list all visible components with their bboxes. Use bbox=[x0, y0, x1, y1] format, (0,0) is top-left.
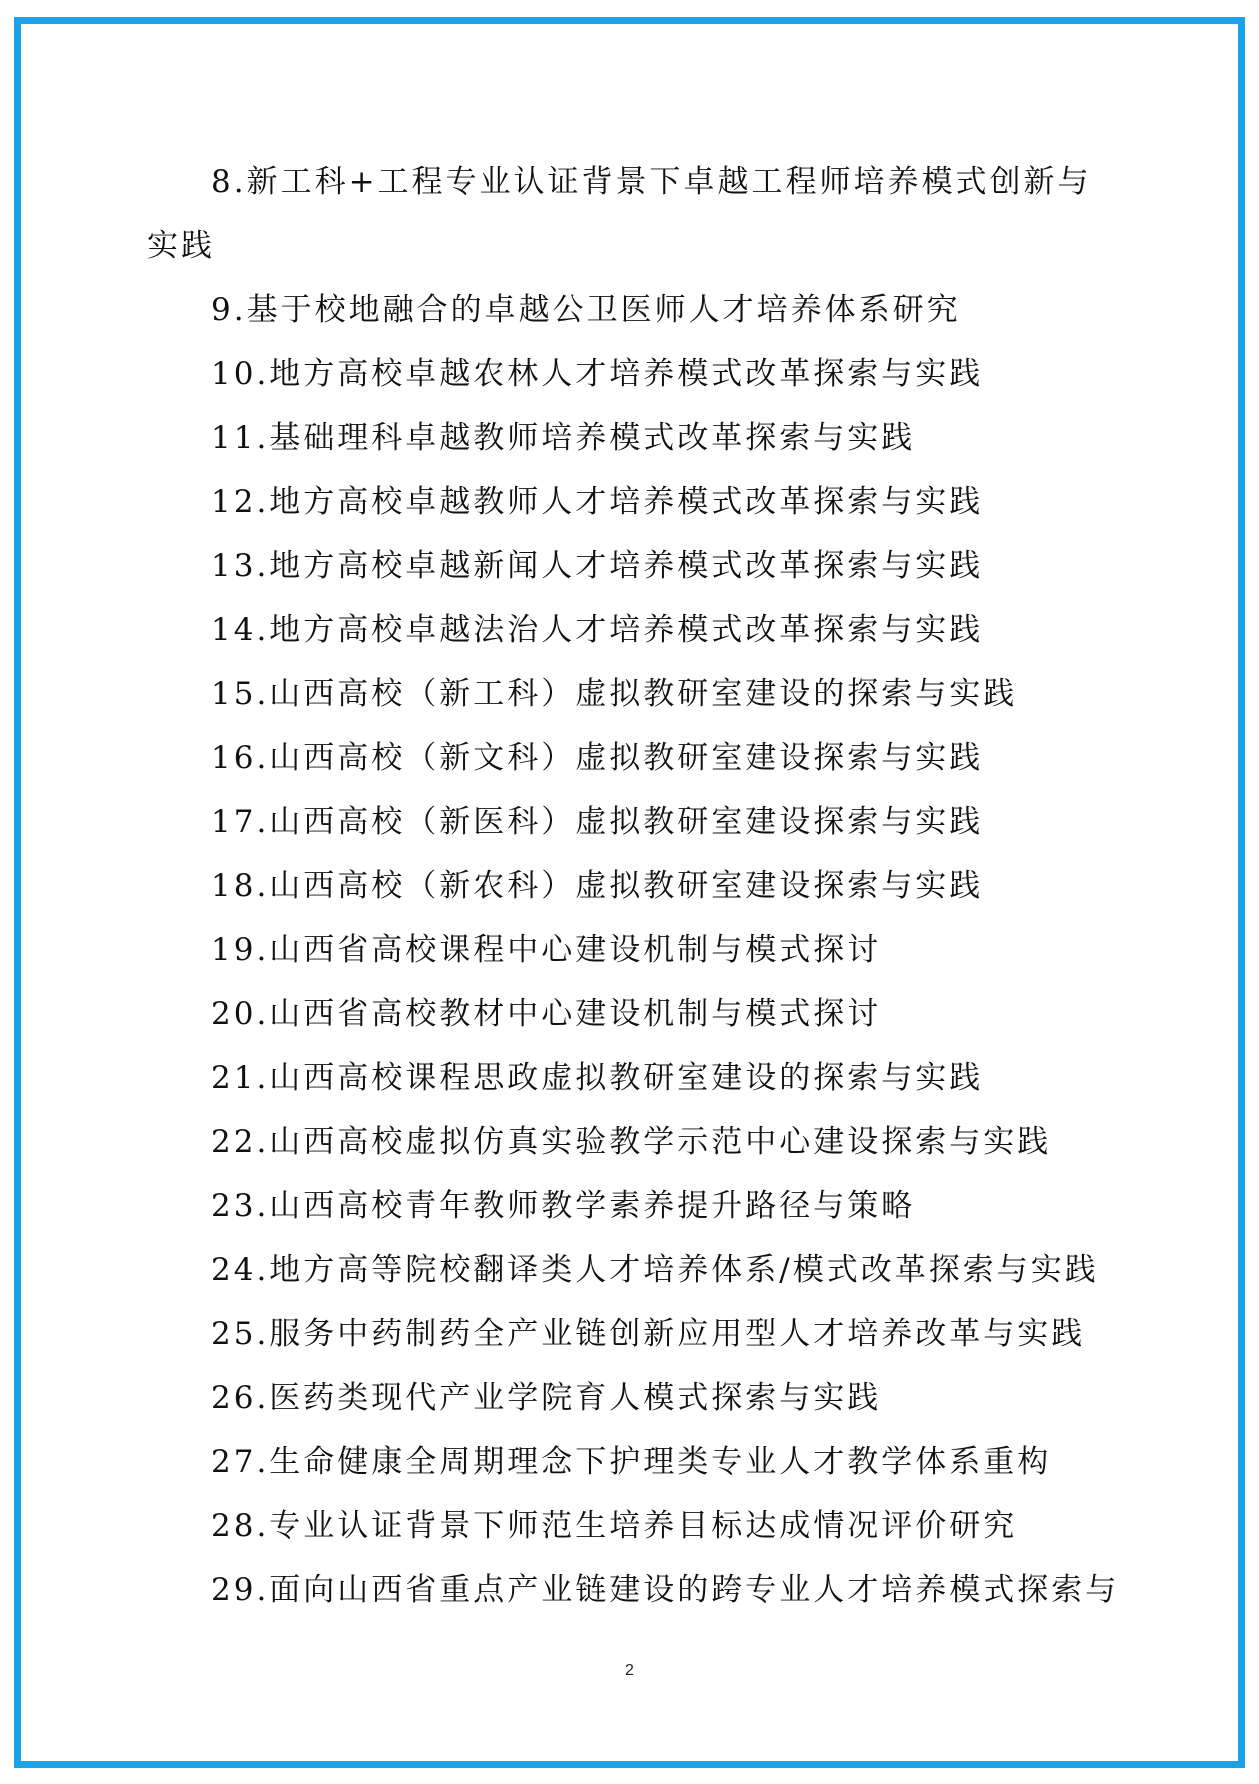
list-item: 26.医药类现代产业学院育人模式探索与实践 bbox=[211, 1380, 882, 1416]
list-item: 12.地方高校卓越教师人才培养模式改革探索与实践 bbox=[211, 484, 984, 520]
list-item: 21.山西高校课程思政虚拟教研室建设的探索与实践 bbox=[211, 1060, 984, 1096]
list-item: 18.山西高校（新农科）虚拟教研室建设探索与实践 bbox=[211, 868, 984, 904]
list-item: 13.地方高校卓越新闻人才培养模式改革探索与实践 bbox=[211, 548, 984, 584]
document-body bbox=[147, 150, 1120, 1622]
list-item: 20.山西省高校教材中心建设机制与模式探讨 bbox=[211, 996, 882, 1032]
list-item: 14.地方高校卓越法治人才培养模式改革探索与实践 bbox=[211, 612, 984, 648]
list-item: 9.基于校地融合的卓越公卫医师人才培养体系研究 bbox=[211, 292, 961, 328]
list-item: 23.山西高校青年教师教学素养提升路径与策略 bbox=[211, 1188, 916, 1224]
list-item: 17.山西高校（新医科）虚拟教研室建设探索与实践 bbox=[211, 804, 984, 840]
list-item: 11.基础理科卓越教师培养模式改革探索与实践 bbox=[211, 420, 916, 456]
list-item: 27.生命健康全周期理念下护理类专业人才教学体系重构 bbox=[211, 1444, 1052, 1480]
list-item: 24.地方高等院校翻译类人才培养体系/模式改革探索与实践 bbox=[211, 1252, 1099, 1288]
list-item: 22.山西高校虚拟仿真实验教学示范中心建设探索与实践 bbox=[211, 1124, 1052, 1160]
page-number: 2 bbox=[625, 1662, 634, 1679]
list-item: 29.面向山西省重点产业链建设的跨专业人才培养模式探索与 bbox=[211, 1572, 1120, 1608]
list-item: 25.服务中药制药全产业链创新应用型人才培养改革与实践 bbox=[211, 1316, 1086, 1352]
list-item: 19.山西省高校课程中心建设机制与模式探讨 bbox=[211, 932, 882, 968]
list-item: 15.山西高校（新工科）虚拟教研室建设的探索与实践 bbox=[211, 676, 1018, 712]
list-item: 28.专业认证背景下师范生培养目标达成情况评价研究 bbox=[211, 1508, 1018, 1544]
list-item: 16.山西高校（新文科）虚拟教研室建设探索与实践 bbox=[211, 740, 984, 776]
list-item: 10.地方高校卓越农林人才培养模式改革探索与实践 bbox=[211, 356, 984, 392]
list-item: 8.新工科+工程专业认证背景下卓越工程师培养模式创新与实践 bbox=[147, 164, 1092, 264]
